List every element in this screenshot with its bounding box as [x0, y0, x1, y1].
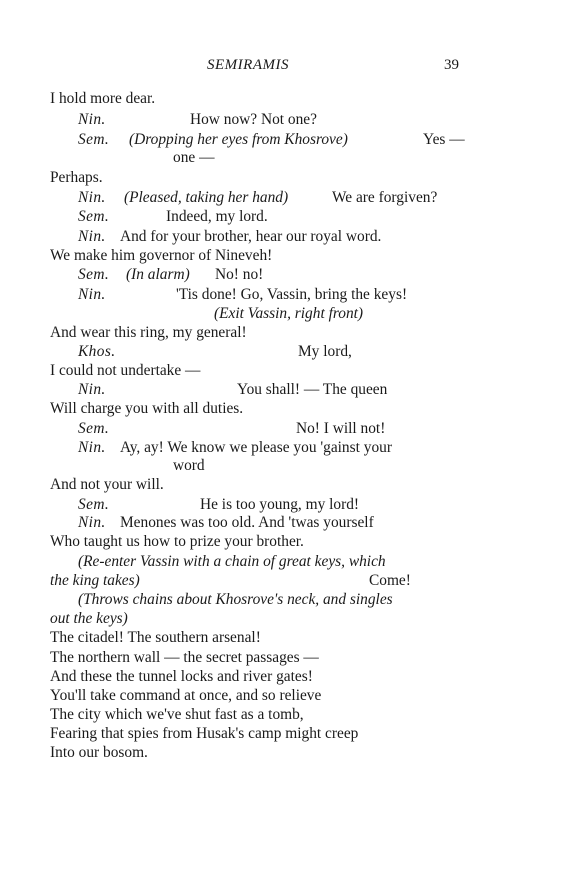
text-line: Will charge you with all duties. — [50, 400, 244, 417]
text-line: Yes — — [423, 131, 465, 148]
speaker-label: Nin. — [78, 286, 106, 303]
text-line: And for your brother, hear our royal word. — [120, 228, 382, 245]
stage-direction: out the keys) — [50, 610, 128, 627]
speaker-label: Nin. — [78, 111, 106, 128]
text-line: He is too young, my lord! — [200, 496, 360, 513]
text-line: We are forgiven? — [332, 189, 438, 206]
stage-direction: (Dropping her eyes from Khosrove) — [129, 131, 348, 148]
text-line: And these the tunnel locks and river gates! — [50, 668, 313, 685]
text-line: Fearing that spies from Husak's camp might creep — [50, 725, 359, 742]
text-line: We make him governor of Nineveh! — [50, 247, 273, 264]
speaker-label: Sem. — [78, 208, 110, 225]
stage-direction: (Pleased, taking her hand) — [124, 189, 289, 206]
running-title: SEMIRAMIS — [207, 57, 289, 73]
speaker-label: Sem. — [78, 266, 110, 283]
text-line: Come! — [369, 572, 411, 589]
text-line: And wear this ring, my general! — [50, 324, 247, 341]
text-line: I could not undertake — — [50, 362, 201, 379]
text-line: No! I will not! — [296, 420, 386, 437]
text-line: Who taught us how to prize your brother. — [50, 533, 304, 550]
speaker-label: Sem. — [78, 420, 110, 437]
speaker-label: Nin. — [78, 439, 106, 456]
text-line: Menones was too old. And 'twas yourself — [120, 514, 374, 531]
text-line: You shall! — The queen — [237, 381, 388, 398]
stage-direction: (Re-enter Vassin with a chain of great keys, which — [78, 553, 386, 570]
speaker-label: Nin. — [78, 381, 106, 398]
text-line: Into our bosom. — [50, 744, 148, 761]
text-line: I hold more dear. — [50, 90, 156, 107]
speaker-label: Khos. — [78, 343, 116, 360]
text-line: Indeed, my lord. — [166, 208, 268, 225]
text-line: Ay, ay! We know we please you 'gainst your — [120, 439, 392, 456]
text-line: The citadel! The southern arsenal! — [50, 629, 261, 646]
stage-direction: the king takes) — [50, 572, 140, 589]
text-line: word — [173, 457, 205, 474]
speaker-label: Sem. — [78, 496, 110, 513]
text-line: My lord, — [298, 343, 352, 360]
stage-direction: (In alarm) — [126, 266, 190, 283]
stage-direction: (Throws chains about Khosrove's neck, and singles — [78, 591, 393, 608]
speaker-label: Sem. — [78, 131, 110, 148]
text-line: 'Tis done! Go, Vassin, bring the keys! — [176, 286, 408, 303]
page-number: 39 — [444, 57, 459, 73]
stage-direction: (Exit Vassin, right front) — [214, 305, 364, 322]
text-line: The northern wall — the secret passages — — [50, 649, 319, 666]
text-line: one — — [173, 149, 215, 166]
speaker-label: Nin. — [78, 228, 106, 245]
text-line: Perhaps. — [50, 169, 103, 186]
speaker-label: Nin. — [78, 514, 106, 531]
speaker-label: Nin. — [78, 189, 106, 206]
page-header — [0, 57, 568, 77]
text-line: The city which we've shut fast as a tomb, — [50, 706, 304, 723]
text-line: And not your will. — [50, 476, 164, 493]
text-line: How now? Not one? — [190, 111, 317, 128]
text-line: You'll take command at once, and so relieve — [50, 687, 322, 704]
text-line: No! no! — [215, 266, 264, 283]
